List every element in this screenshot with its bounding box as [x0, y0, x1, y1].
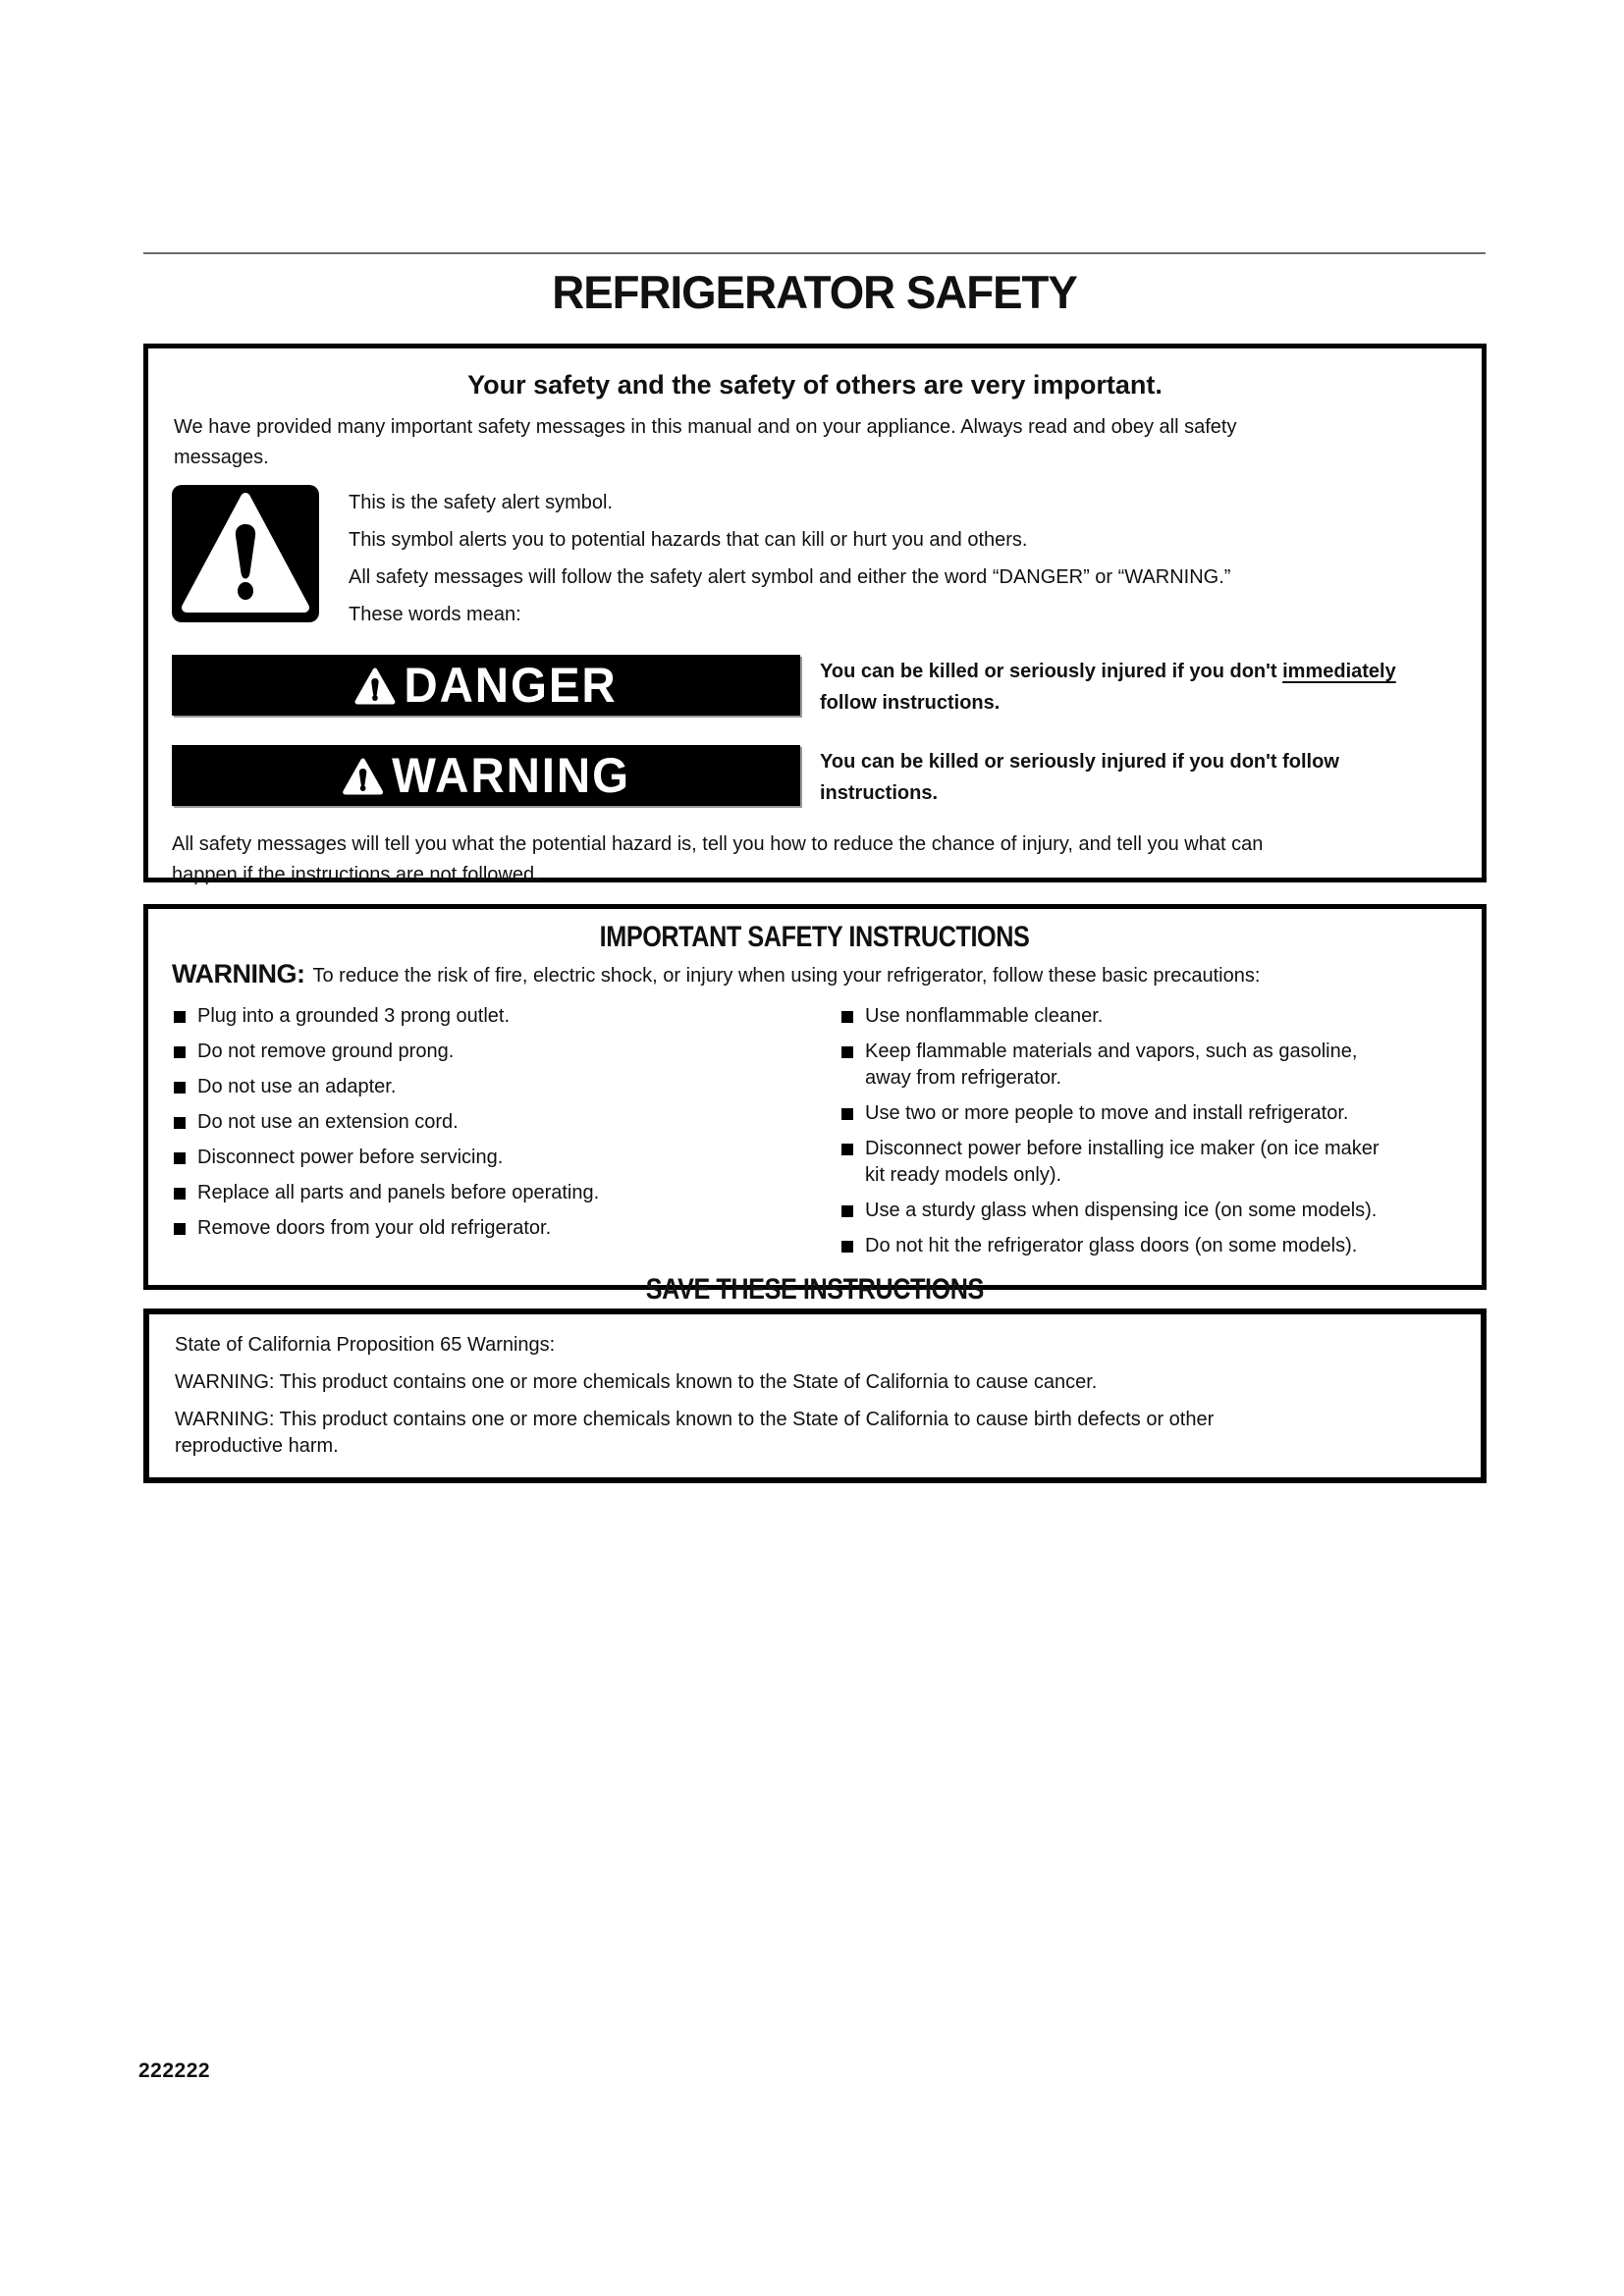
- prop65-box: [143, 1308, 1487, 1483]
- alert-triangle-icon: [354, 667, 396, 706]
- alert-triangle-icon: [342, 757, 383, 796]
- danger-row: [172, 655, 1458, 719]
- list-item: Do not remove ground prong.: [172, 1039, 839, 1065]
- bullet-square-icon: [174, 1082, 186, 1094]
- safety-footer: [172, 829, 1458, 890]
- prop65-paragraph: WARNING: This product contains one or more chemicals known to the State of California to cause birth defects or other reproductive harm.: [175, 1409, 1215, 1457]
- instructions-right-list: [839, 1003, 1458, 1268]
- instructions-title: IMPORTANT SAFETY INSTRUCTIONS: [600, 921, 1030, 953]
- warning-banner-label: WARNING: [391, 748, 630, 803]
- alert-symbol-line: This symbol alerts you to potential hazards that can kill or hurt you and others.: [349, 529, 1028, 551]
- list-item: Use two or more people to move and install refrigerator.: [839, 1100, 1458, 1127]
- safety-intro-line: We have provided many important safety messages in this manual and on your appliance. Always read and obey all safety: [174, 416, 1237, 438]
- save-instructions-title: SAVE THESE INSTRUCTIONS: [645, 1273, 985, 1306]
- list-item: Keep flammable materials and vapors, such as gasoline, away from refrigerator.: [839, 1039, 1458, 1092]
- danger-banner: [172, 655, 800, 716]
- safety-box: [143, 344, 1487, 885]
- alert-symbol-row: [172, 485, 1458, 638]
- safety-footer-line: happen if the instructions are not followed.: [172, 864, 540, 885]
- safety-alert-icon: [172, 485, 319, 622]
- page-number: 222222: [138, 2059, 211, 2082]
- list-item: Do not use an extension cord.: [172, 1109, 839, 1136]
- underlined-word: immediately: [1282, 661, 1396, 682]
- bullet-square-icon: [841, 1108, 853, 1120]
- list-item: Use nonflammable cleaner.: [839, 1003, 1458, 1030]
- list-item: Plug into a grounded 3 prong outlet.: [172, 1003, 839, 1030]
- bullet-square-icon: [841, 1046, 853, 1058]
- warning-banner: [172, 745, 800, 806]
- list-item: Do not hit the refrigerator glass doors (on some models).: [839, 1233, 1458, 1259]
- list-item: Remove doors from your old refrigerator.: [172, 1215, 839, 1242]
- safety-intro: [174, 412, 1458, 473]
- bullet-square-icon: [841, 1205, 853, 1217]
- bullet-square-icon: [841, 1144, 853, 1155]
- instructions-warning-line: WARNING: To reduce the risk of fire, electric shock, or injury when using your refrigerator, follow these basic precautions:: [172, 959, 1261, 988]
- warning-row: [172, 745, 1458, 809]
- bullet-square-icon: [841, 1011, 853, 1023]
- list-item: Do not use an adapter.: [172, 1074, 839, 1100]
- bullet-square-icon: [841, 1241, 853, 1253]
- bullet-square-icon: [174, 1046, 186, 1058]
- danger-banner-label: DANGER: [404, 658, 618, 713]
- danger-description: You can be killed or seriously injured if you don't immediately follow instructions.: [820, 661, 1396, 714]
- top-divider: [143, 252, 1486, 254]
- list-item: Use a sturdy glass when dispensing ice (on some models).: [839, 1198, 1458, 1224]
- bullet-square-icon: [174, 1223, 186, 1235]
- list-item: Disconnect power before servicing.: [172, 1145, 839, 1171]
- alert-symbol-line: This is the safety alert symbol.: [349, 492, 613, 513]
- instructions-columns: [172, 1003, 1458, 1268]
- alert-symbol-line: These words mean:: [349, 604, 521, 625]
- safety-box-heading: Your safety and the safety of others are very important.: [467, 370, 1163, 400]
- instructions-left-list: [172, 1003, 839, 1268]
- list-item: Replace all parts and panels before operating.: [172, 1180, 839, 1206]
- prop65-paragraph: WARNING: This product contains one or more chemicals known to the State of California to cause cancer.: [175, 1371, 1098, 1393]
- alert-symbol-line: All safety messages will follow the safety alert symbol and either the word “DANGER” or “WARNING.”: [349, 566, 1231, 588]
- safety-intro-line: messages.: [174, 447, 269, 468]
- warning-label: WARNING:: [172, 959, 305, 988]
- alert-symbol-text: [349, 485, 1230, 638]
- bullet-square-icon: [174, 1188, 186, 1200]
- prop65-paragraph: State of California Proposition 65 Warnings:: [175, 1334, 556, 1356]
- bullet-square-icon: [174, 1011, 186, 1023]
- safety-footer-line: All safety messages will tell you what the potential hazard is, tell you how to reduce the chance of injury, and tell you what can: [172, 833, 1264, 855]
- page-title: REFRIGERATOR SAFETY: [552, 266, 1077, 318]
- bullet-square-icon: [174, 1117, 186, 1129]
- warning-description: You can be killed or seriously injured if you don't follow instructions.: [820, 751, 1339, 804]
- list-item: Disconnect power before installing ice maker (on ice maker kit ready models only).: [839, 1136, 1458, 1189]
- bullet-square-icon: [174, 1152, 186, 1164]
- instructions-box: [143, 904, 1487, 1306]
